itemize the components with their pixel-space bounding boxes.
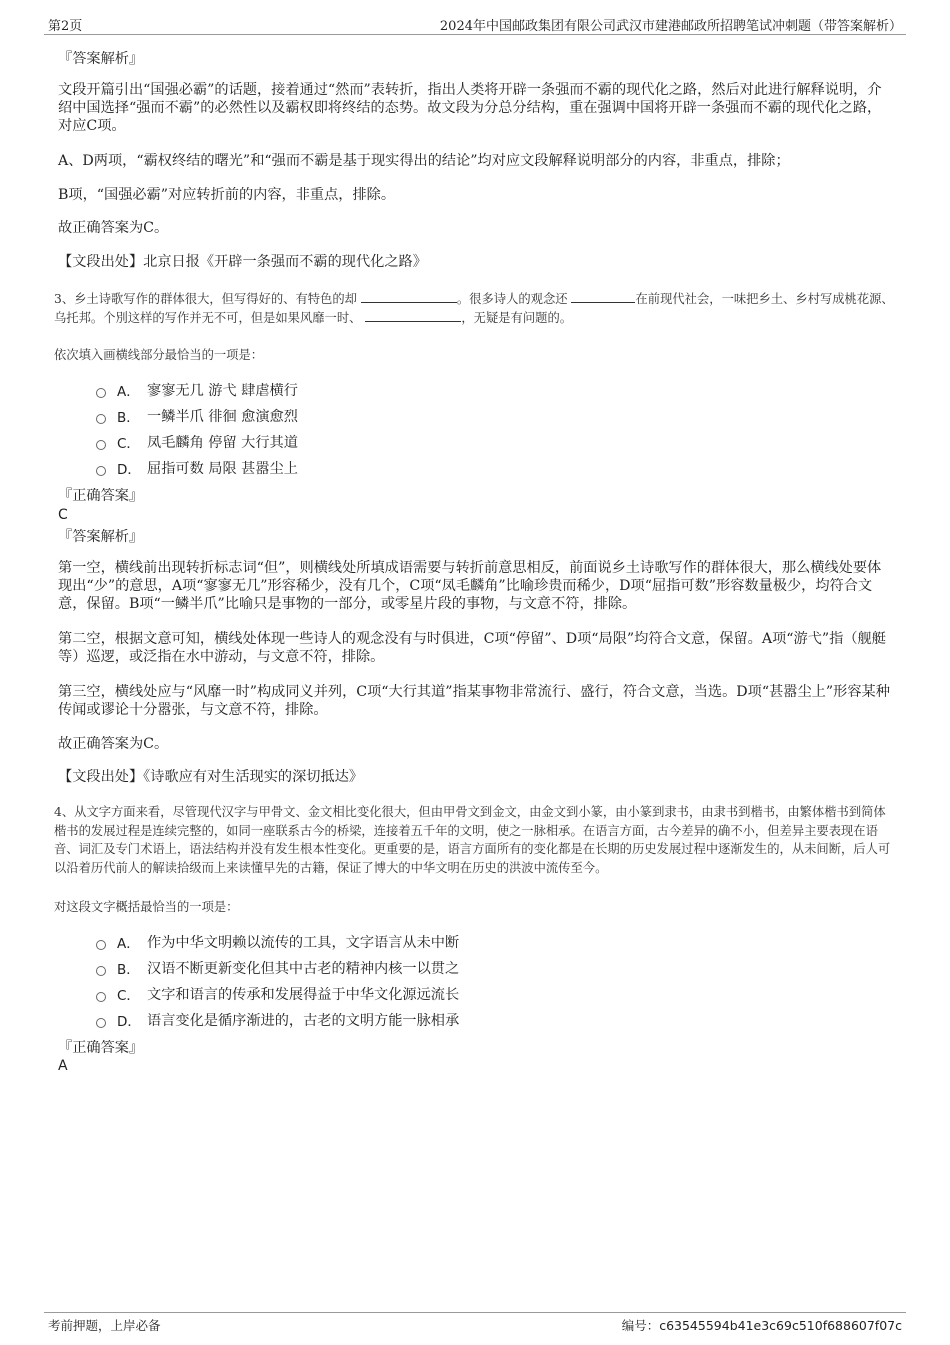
q3-analysis-p1: 第一空，横线前出现转折标志词“但”，则横线处所填成语需要与转折前意思相反，前面说乡土诗歌写作的群体很大，那么横线处要体现出“少”的意思，A项“寥寥无几”形容稀少，没有几个，C项“凤毛麟角”比喻珍贵而稀少，D项“屈指可数”形容数量极少，均符合文意，保留。B项“一鳞半爪”比喻只是事物的一部分，或零星片段的事物，与文意不符，排除。 — [58, 560, 882, 612]
prev-analysis-p2: A、D两项，“霸权终结的曙光”和“强而不霸是基于现实得出的结论”均对应文段解释说明部分的内容，非重点，排除； — [58, 153, 790, 169]
q3-analysis-p3: 第三空，横线处应与“风靡一时”构成同义并列，C项“大行其道”指某事物非常流行、盛行，符合文意，当选。D项“甚嚣尘上”形容某种传闻或谬论十分嚣张，与文意不符，排除。 — [58, 684, 890, 718]
q3-analysis-p4: 故正确答案为C。 — [58, 736, 169, 752]
q4-prompt: 对这段文字概括最恰当的一项是： — [54, 900, 239, 914]
prev-analysis-p3: B项，“国强必霸”对应转折前的内容，非重点，排除。 — [58, 187, 396, 203]
radio-icon[interactable] — [96, 966, 106, 976]
q4-correct-label: 『正确答案』 — [58, 1040, 144, 1056]
q3-source: 【文段出处】《诗歌应有对生活现实的深切抵达》 — [58, 769, 364, 785]
q3-option-a[interactable]: A． 寥寥无几 游弋 肆虐横行 — [96, 380, 298, 400]
q4-option-a[interactable]: A． 作为中华文明赖以流传的工具，文字语言从未中断 — [96, 932, 459, 952]
radio-icon[interactable] — [96, 466, 106, 476]
q4-option-c[interactable]: C． 文字和语言的传承和发展得益于中华文化源远流长 — [96, 984, 459, 1004]
blank-2 — [571, 290, 635, 303]
q4-option-b[interactable]: B． 汉语不断更新变化但其中古老的精神内核一以贯之 — [96, 958, 459, 978]
radio-icon[interactable] — [96, 992, 106, 1002]
footer-slogan: 考前押题，上岸必备 — [48, 1318, 161, 1333]
prev-analysis-p1: 文段开篇引出“国强必霸”的话题，接着通过“然而”表转折，指出人类将开辟一条强而不霸的现代化之路，然后对此进行解释说明，介绍中国选择“强而不霸”的必然性以及霸权即将终结的态势。故文段为分总分结构，重在强调中国将开辟一条强而不霸的现代化之路，对应C项。 — [58, 82, 882, 134]
q3-correct-label: 『正确答案』 — [58, 488, 144, 504]
document-title: 2024年中国邮政集团有限公司武汉市建港邮政所招聘笔试冲刺题（带答案解析） — [439, 19, 902, 34]
page-footer — [44, 1312, 906, 1335]
radio-icon[interactable] — [96, 388, 106, 398]
q3-analysis-label: 『答案解析』 — [58, 529, 144, 545]
q4-stem: 4、从文字方面来看，尽管现代汉字与甲骨文、金文相比变化很大，但由甲骨文到金文，由金文到小篆，由小篆到隶书，由隶书到楷书，由繁体楷书到简体楷书的发展过程是连续完整的，如同一座联系古今的桥梁，连接着五千年的文明，使之一脉相承。在语言方面，古今差异的确不小，但差异主要表现在语音、词汇及专门术语上，语法结构并没有发生根本性变化。更重要的是，语言方面所有的变化都是在长期的历史发展过程中逐渐发生的，从未间断，后人可以沿着历代前人的解读拾级而上来读懂早先的古籍，保证了博大的中华文明在历史的洪波中流传至今。 — [54, 805, 891, 875]
q3-option-d[interactable]: D． 屈指可数 局限 甚嚣尘上 — [96, 458, 298, 478]
q3-stem: 3、乡土诗歌写作的群体很大，但写得好的、有特色的却 。很多诗人的观念还 在前现代社会，一味把乡土、乡村写成桃花源、乌托邦。个別这样的写作并无不可，但是如果风靡一时、 ，无疑是有问题的。 — [54, 292, 894, 325]
radio-icon[interactable] — [96, 1018, 106, 1028]
prev-analysis-label: 『答案解析』 — [58, 51, 144, 67]
q3-correct-answer: C — [58, 507, 68, 523]
blank-3 — [365, 309, 461, 322]
q3-prompt: 依次填入画横线部分最恰当的一项是： — [54, 348, 264, 362]
q4-option-d[interactable]: D． 语言变化是循序渐进的，古老的文明方能一脉相承 — [96, 1010, 459, 1030]
prev-source: 【文段出处】北京日报《开辟一条强而不霸的现代化之路》 — [58, 254, 427, 270]
q3-option-b[interactable]: B． 一鳞半爪 徘徊 愈演愈烈 — [96, 406, 298, 426]
radio-icon[interactable] — [96, 414, 106, 424]
q4-correct-answer: A — [58, 1058, 68, 1074]
page-header — [44, 14, 906, 35]
blank-1 — [361, 290, 457, 303]
radio-icon[interactable] — [96, 940, 106, 950]
q3-analysis-p2: 第二空，根据文意可知，横线处体现一些诗人的观念没有与时俱进，C项“停留”、D项“局限”均符合文意，保留。A项“游弋”指（舰艇等）巡逻，或泛指在水中游动，与文意不符，排除。 — [58, 631, 886, 665]
footer-code: 编号：c63545594b41e3c69c510f688607f07c — [621, 1318, 902, 1333]
page-number: 第2页 — [48, 19, 83, 34]
radio-icon[interactable] — [96, 440, 106, 450]
prev-analysis-p4: 故正确答案为C。 — [58, 220, 169, 236]
q3-option-c[interactable]: C． 凤毛麟角 停留 大行其道 — [96, 432, 298, 452]
